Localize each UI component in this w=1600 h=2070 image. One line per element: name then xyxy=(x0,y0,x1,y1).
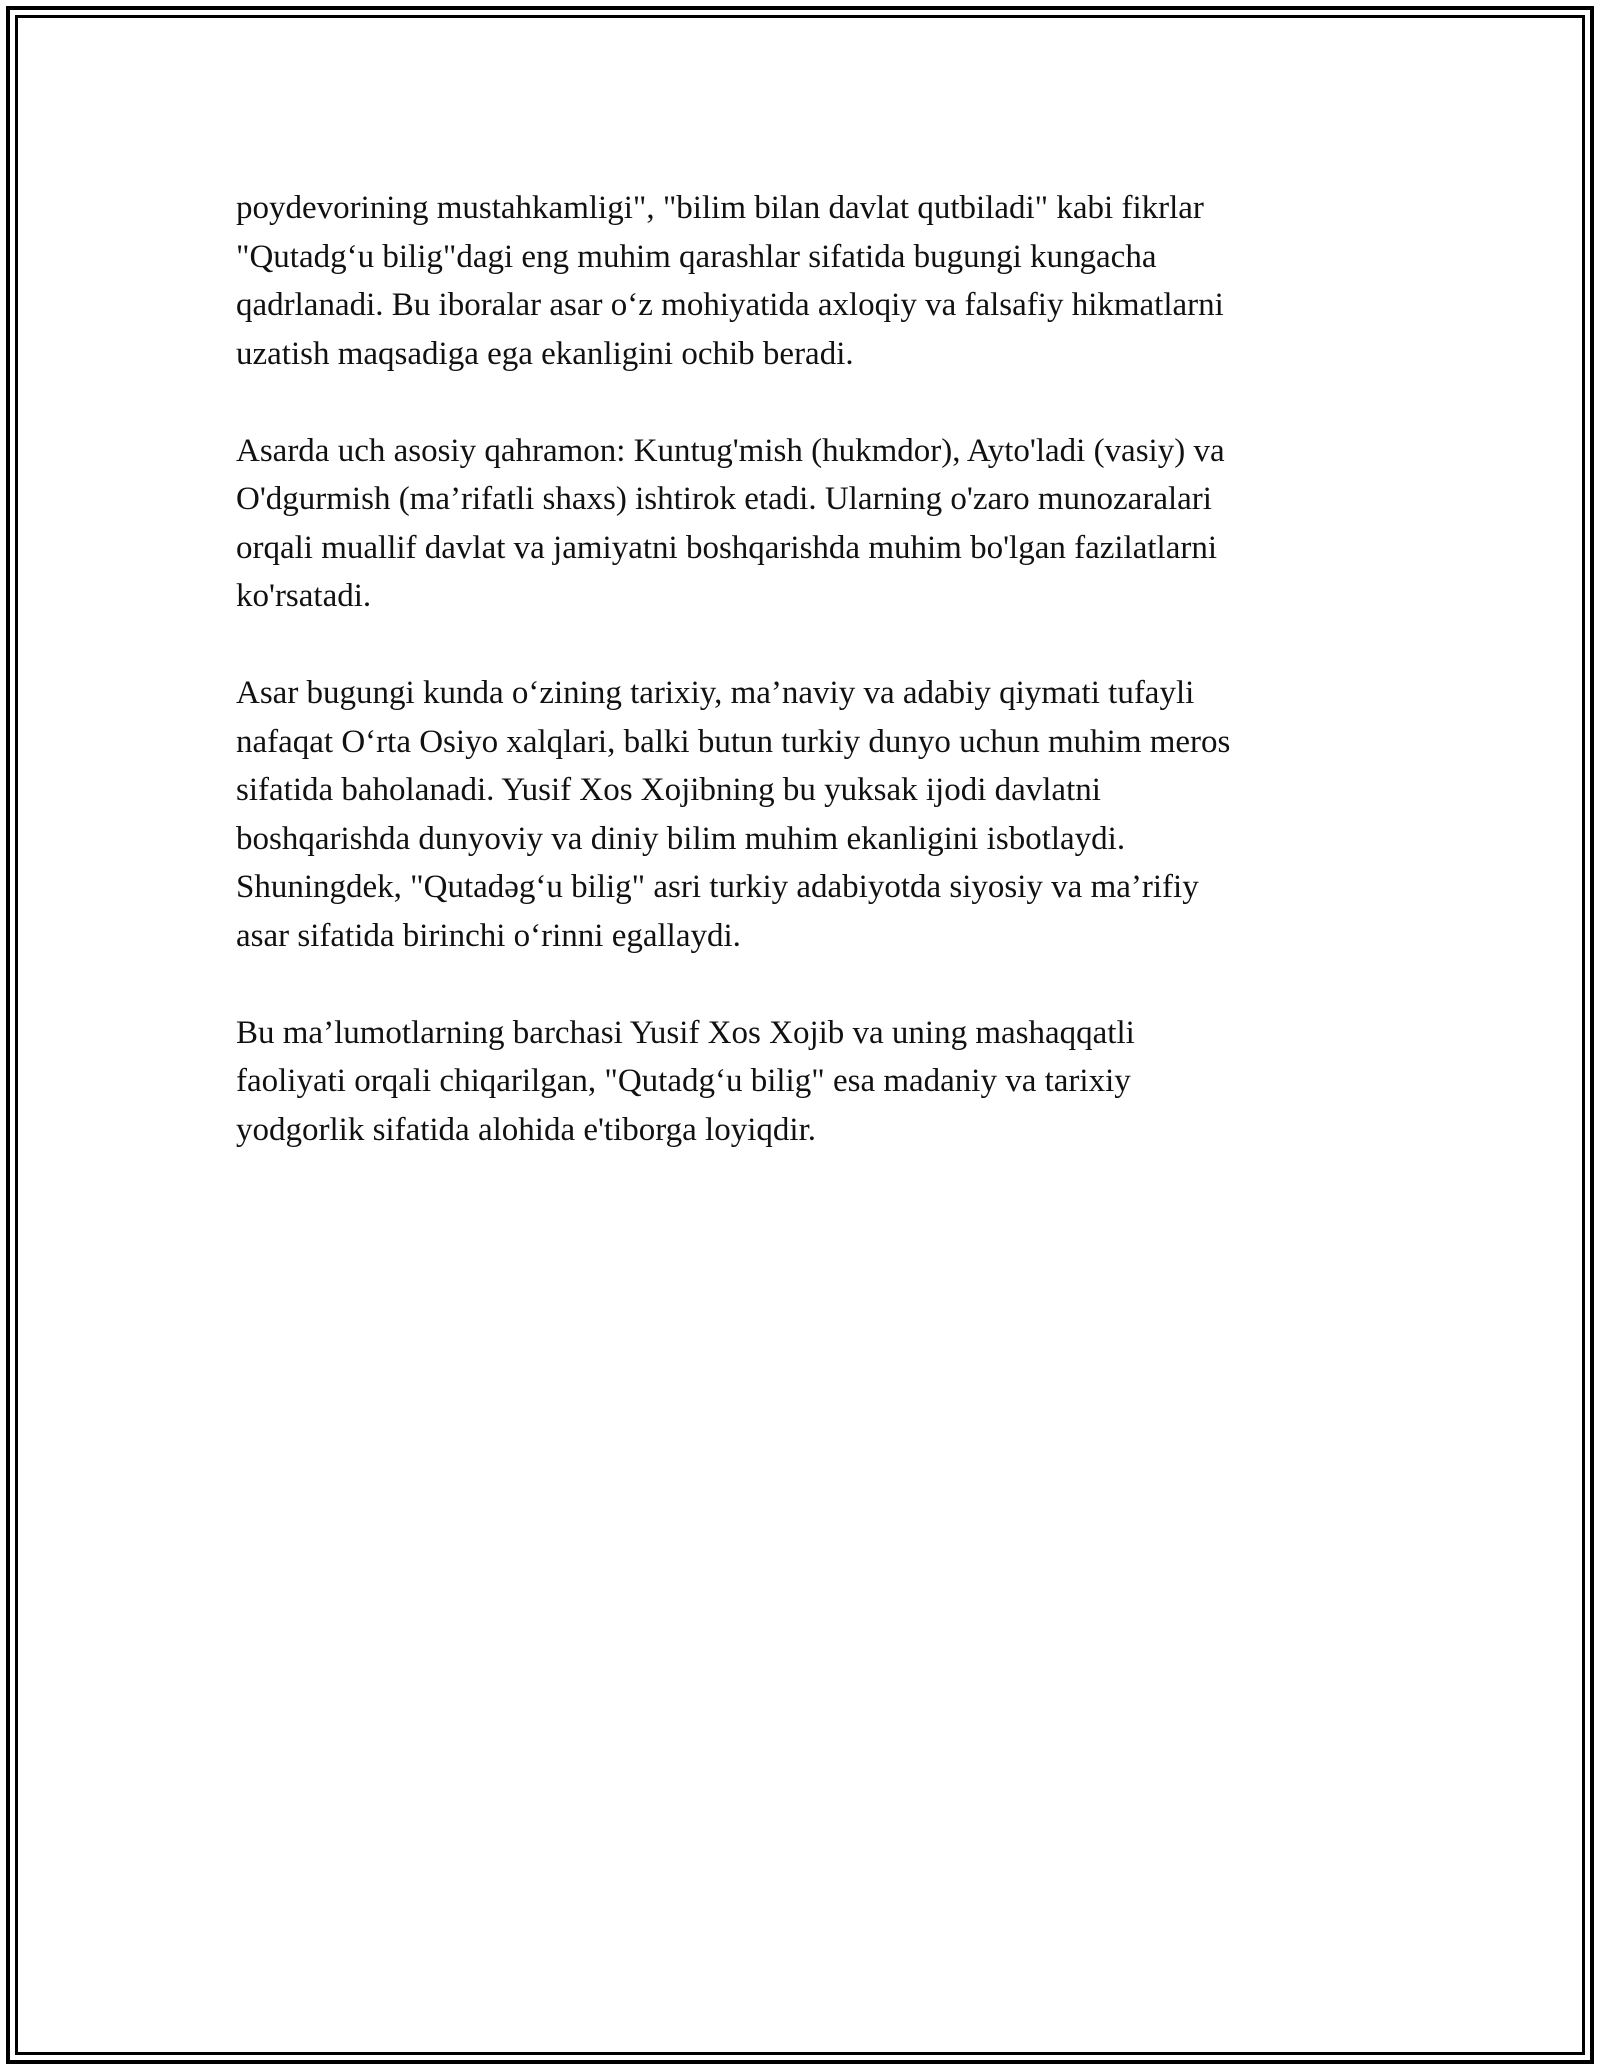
text-line: Asarda uch asosiy qahramon: Kuntug'mish (hukmdor), Ayto'ladi (vasiy) va xyxy=(236,432,1225,469)
text-line: poydevorining mustahkamligi", "bilim bilan davlat qutbiladi" kabi fikrlar xyxy=(236,190,1204,226)
text-line: faoliyati orqali chiqarilgan, "Qutadg‘u bilig" esa madaniy va tarixiy xyxy=(236,1063,1131,1099)
text-line: orqali muallif davlat va jamiyatni boshqarishda muhim bo'lgan fazilatlarni xyxy=(236,529,1218,566)
text-line: ko'rsatadi. xyxy=(236,578,372,614)
text-line: boshqarishda dunyoviy va diniy bilim muhim ekanligini isbotlaydi. xyxy=(236,820,1126,857)
text-line: Shuningdek, "Qutadəg‘u bilig" asri turkiy adabiyotda siyosiy va ma’rifiy xyxy=(236,869,1199,905)
text-line: yodgorlik sifatida alohida e'tiborga loyiqdir. xyxy=(236,1111,816,1148)
text-line: "Qutadg‘u bilig"dagi eng muhim qarashlar sifatida bugungi kungacha xyxy=(236,238,1157,275)
paragraph-3 xyxy=(236,669,1376,960)
paragraph-4 xyxy=(236,1009,1376,1155)
text-line: O'dgurmish (ma’rifatli shaxs) ishtirok etadi. Ularning o'zaro munozaralari xyxy=(236,481,1212,517)
paragraph-1 xyxy=(236,184,1376,378)
text-line: qadrlanadi. Bu iboralar asar o‘z mohiyatida axloqiy va falsafiy hikmatlarni xyxy=(236,287,1224,323)
document-body xyxy=(236,184,1376,1203)
paragraph-2 xyxy=(236,427,1376,621)
text-line: Asar bugungi kunda o‘zining tarixiy, ma’naviy va adabiy qiymati tufayli xyxy=(236,675,1195,711)
text-line: nafaqat O‘rta Osiyo xalqlari, balki butun turkiy dunyo uchun muhim meros xyxy=(236,723,1231,760)
text-line: uzatish maqsadiga ega ekanligini ochib beradi. xyxy=(236,335,854,372)
text-line: sifatida baholanadi. Yusif Xos Xojibning bu yuksak ijodi davlatni xyxy=(236,772,1101,808)
text-line: Bu ma’lumotlarning barchasi Yusif Xos Xojib va uning mashaqqatli xyxy=(236,1014,1135,1051)
text-line: asar sifatida birinchi o‘rinni egallaydi. xyxy=(236,917,741,954)
